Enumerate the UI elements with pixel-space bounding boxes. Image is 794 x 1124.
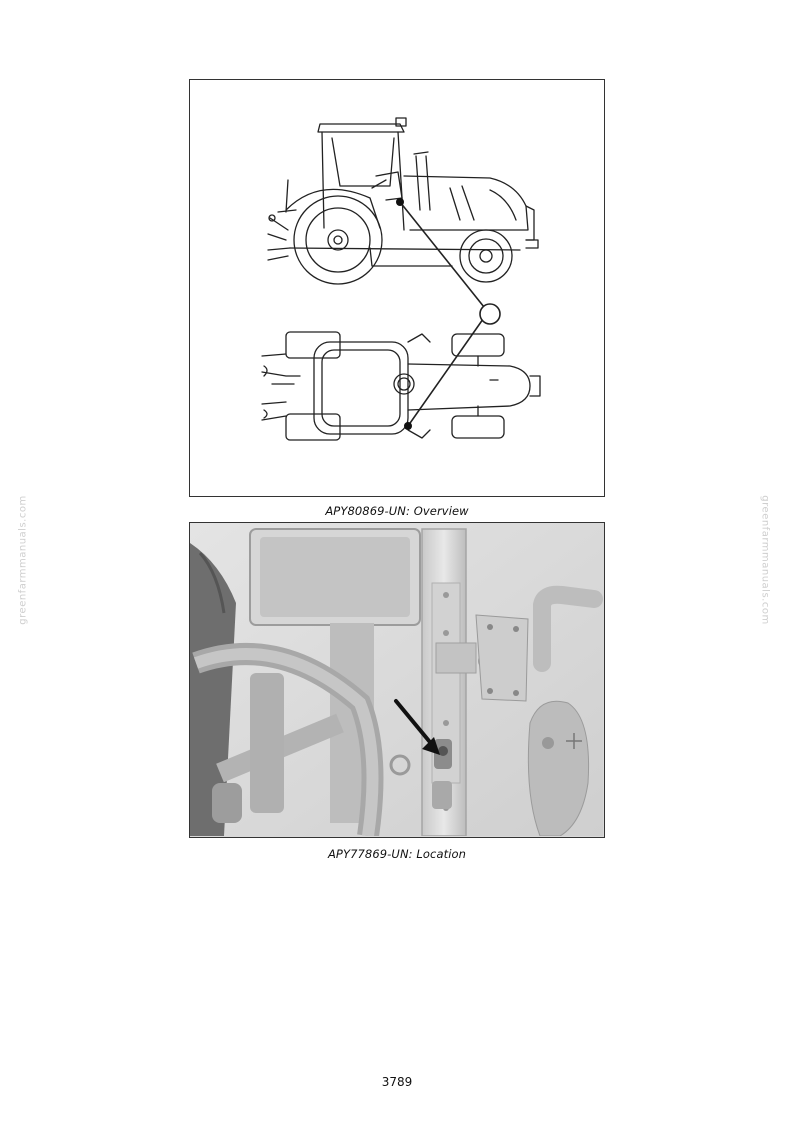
location-figure xyxy=(189,522,605,838)
figure-caption-overview: APY80869-UN: Overview xyxy=(325,504,469,518)
watermark-left: greenfarmmanuals.com xyxy=(17,495,29,625)
tractor-top-view xyxy=(262,332,540,440)
page-number: 3789 xyxy=(381,1075,413,1089)
cab-pillar-location-illustration xyxy=(190,523,603,836)
overview-figure xyxy=(189,79,605,497)
callout-dot-top xyxy=(404,422,412,430)
figure-caption-location: APY77869-UN: Location xyxy=(327,847,467,861)
tractor-overview-illustration xyxy=(190,80,603,495)
watermark-right: greenfarmmanuals.com xyxy=(759,495,771,625)
callout-dot-side xyxy=(396,198,404,206)
